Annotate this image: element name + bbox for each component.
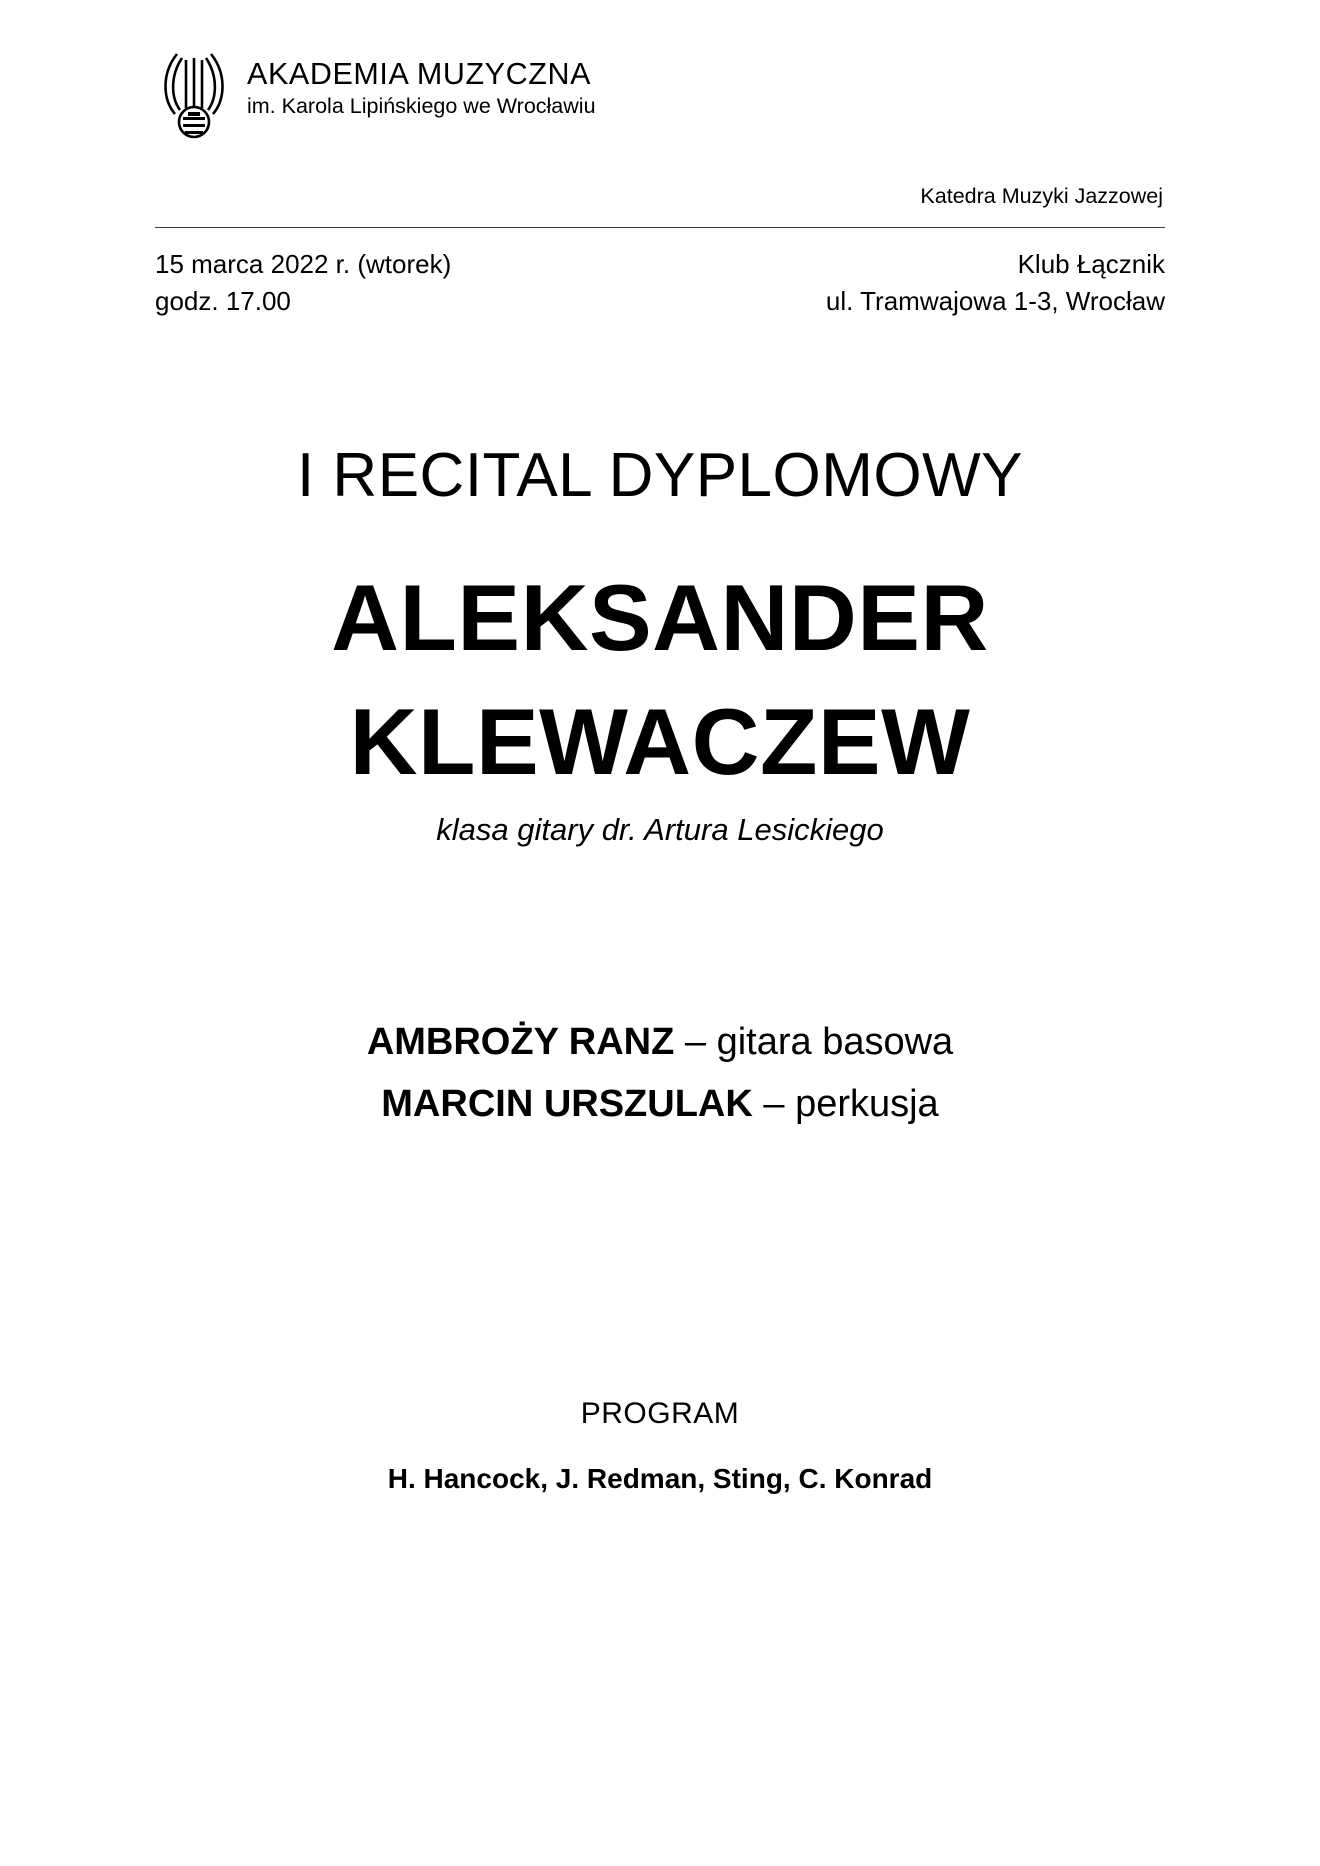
event-datetime	[155, 246, 451, 321]
performer-role: gitara basowa	[716, 1021, 954, 1064]
performer-row	[155, 1074, 1165, 1136]
recital-kind: I RECITAL DYPLOMOWY	[296, 440, 1024, 510]
lyre-icon	[155, 48, 233, 140]
performer-role: perkusja	[795, 1082, 939, 1125]
performer-separator: –	[674, 1021, 717, 1064]
program-heading: PROGRAM	[580, 1397, 740, 1431]
event-location	[826, 246, 1165, 321]
institution-name-line2: im. Karola Lipińskiego we Wrocławiu	[247, 93, 596, 118]
event-address: ul. Tramwajowa 1-3, Wrocław	[825, 286, 1165, 317]
performers-list	[155, 1012, 1165, 1135]
artist-last-name: KLEWACZEW	[349, 689, 971, 795]
performer-name: AMBROŻY RANZ	[366, 1021, 675, 1064]
artist-class: klasa gitary dr. Artura Lesickiego	[436, 812, 884, 848]
institution-name-line1: AKADEMIA MUZYCZNA	[247, 57, 592, 91]
performer-row	[155, 1012, 1165, 1074]
header-divider	[155, 227, 1165, 228]
artist-name	[155, 556, 1165, 804]
event-time: godz. 17.00	[155, 286, 291, 317]
department-label: Katedra Muzyki Jazzowej	[920, 184, 1163, 208]
event-venue: Klub Łącznik	[1017, 249, 1165, 279]
artist-first-name: ALEKSANDER	[331, 564, 989, 670]
program-composers: H. Hancock, J. Redman, Sting, C. Konrad	[387, 1463, 933, 1495]
event-meta	[155, 246, 1165, 321]
institution-name	[247, 48, 596, 121]
poster-header	[155, 0, 1165, 140]
performer-separator: –	[752, 1082, 796, 1125]
performer-name: MARCIN URSZULAK	[381, 1082, 753, 1125]
program-section	[155, 1397, 1165, 1495]
event-date: 15 marca 2022 r. (wtorek)	[155, 249, 452, 279]
